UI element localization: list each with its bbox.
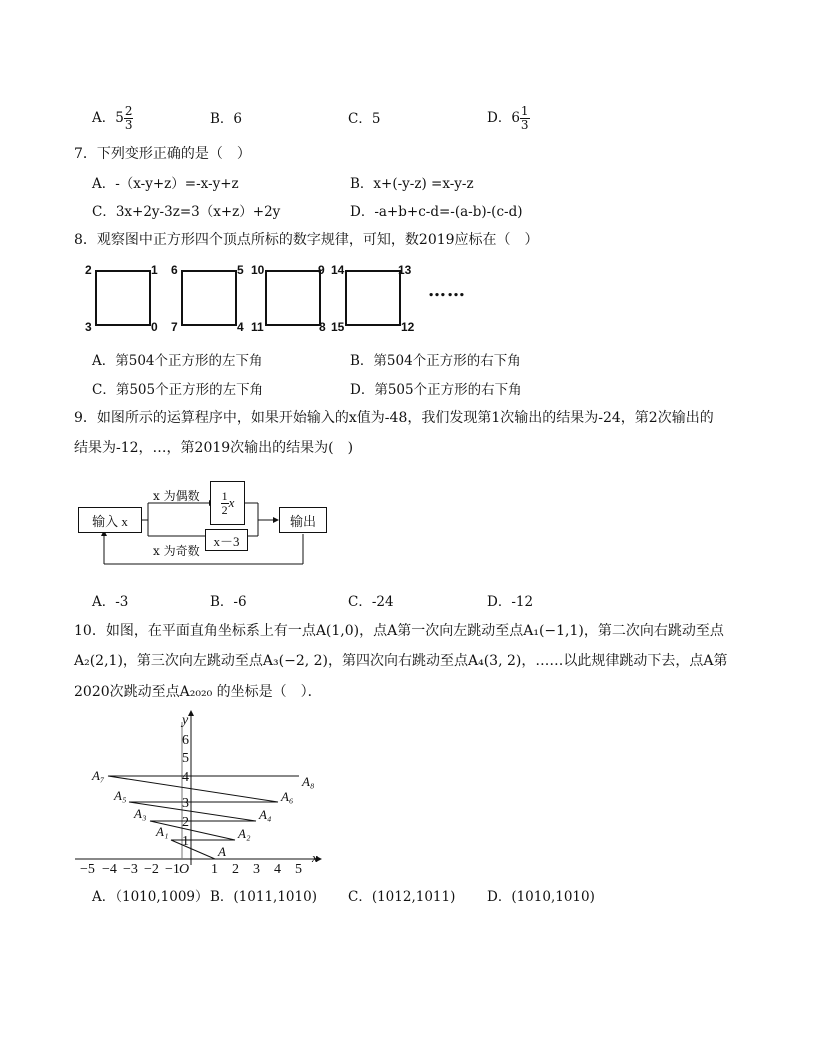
q9-option-b: B．-6 (210, 594, 247, 610)
vertex-label: 13 (398, 263, 412, 277)
q8-option-b: B．第504个正方形的右下角 (350, 353, 521, 369)
x-tick: −5 (80, 862, 95, 877)
vertex-label: 4 (237, 320, 244, 334)
minus-3-box: x－3 (205, 529, 248, 551)
x-tick: 5 (295, 862, 302, 877)
q10-option-b: B．(1011,1010) (210, 889, 317, 905)
q7-option-d: D．-a+b+c-d=-(a-b)-(c-d) (350, 204, 523, 220)
vertex-label: 5 (237, 263, 244, 277)
square-3 (265, 270, 321, 326)
square-2 (181, 270, 237, 326)
q7-stem: 7．下列变形正确的是（ ） (74, 146, 251, 162)
vertex-label: 11 (251, 320, 264, 334)
vertex-label: 3 (85, 320, 92, 334)
x-tick: −2 (144, 862, 159, 877)
point-label: A₂ (238, 826, 251, 841)
y-axis-label: y (182, 713, 189, 728)
q9-option-a: A．-3 (92, 594, 129, 610)
x-tick: −4 (102, 862, 117, 877)
fraction: $\frac{1}{3}$ (520, 104, 529, 132)
q10-stem-line3: 2020次跳动至点A₂₀₂₀ 的坐标是（ ）． (74, 684, 322, 700)
q9-stem-line1: 9．如图所示的运算程序中，如果开始输入的x值为-48，我们发现第1次输出的结果为-24，第2次输出的 (74, 410, 714, 426)
y-tick: 4 (182, 770, 189, 785)
vertex-label: 7 (171, 320, 178, 334)
x-tick: −1 (165, 862, 180, 877)
x-tick: 4 (274, 862, 281, 877)
y-tick: 3 (182, 796, 189, 811)
q10-option-c: C．(1012,1011) (348, 889, 456, 905)
square-1 (95, 270, 151, 326)
q10-option-a: A．（1010,1009） (92, 889, 209, 905)
y-tick: 5 (182, 751, 189, 766)
point-label: A₁ (156, 824, 169, 839)
even-label: x 为偶数 (153, 489, 200, 503)
q7-option-a: A．-（x-y+z）=-x-y+z (92, 176, 239, 192)
vertex-label: 12 (401, 320, 415, 334)
q8-option-d: D．第505个正方形的右下角 (350, 382, 522, 398)
q6-option-a: A．5 $\frac{2}{3}$ (92, 104, 133, 132)
origin-label: O (179, 862, 190, 877)
q7-option-b: B．x+(-y-z) =x-y-z (350, 176, 474, 192)
vertex-label: 10 (251, 263, 265, 277)
y-tick: 1 (182, 834, 189, 849)
q8-option-c: C．第505个正方形的左下角 (92, 382, 264, 398)
point-label: A₄ (259, 807, 272, 822)
point-label: A (218, 844, 226, 859)
q10-stem-line1: 10．如图，在平面直角坐标系上有一点A(1,0)，点A第一次向左跳动至点A₁(−1,1)，第二次向右跳动至点 (74, 623, 724, 639)
y-tick: 2 (182, 815, 189, 830)
vertex-label: 1 (151, 263, 158, 277)
vertex-label: 8 (319, 320, 326, 334)
point-label: A₃ (134, 806, 147, 821)
output-box: 输出 (279, 507, 327, 533)
q9-stem-line2: 结果为-12，…，第2019次输出的结果为( ) (74, 440, 354, 456)
q6-option-d: D．6 $\frac{1}{3}$ (487, 104, 529, 132)
q8-stem: 8．观察图中正方形四个顶点所标的数字规律，可知，数2019应标在（ ） (74, 232, 539, 248)
fraction: $\frac{2}{3}$ (124, 104, 133, 132)
q8-option-a: A．第504个正方形的左下角 (92, 353, 263, 369)
q6-option-c: C．5 (348, 111, 381, 127)
square-4 (345, 270, 401, 326)
x-axis-label: x (312, 850, 318, 865)
x-tick: 2 (232, 862, 239, 877)
point-label: A₆ (281, 789, 294, 804)
point-label: A₈ (302, 774, 315, 789)
vertex-label: 6 (171, 263, 178, 277)
q10-option-d: D．(1010,1010) (487, 889, 595, 905)
ellipsis: …… (428, 280, 466, 301)
point-label: A₇ (92, 768, 105, 783)
x-tick: 1 (211, 862, 218, 877)
q10-coordinate-graph (70, 708, 330, 877)
odd-label: x 为奇数 (153, 544, 200, 558)
q9-option-c: C．-24 (348, 594, 394, 610)
x-tick: 3 (253, 862, 260, 877)
vertex-label: 9 (318, 263, 325, 277)
vertex-label: 0 (151, 320, 158, 334)
q6-option-b: B．6 (210, 111, 243, 127)
y-tick: 6 (182, 733, 189, 748)
fraction: $\frac{1}{2}$ (221, 488, 228, 517)
vertex-label: 14 (331, 263, 345, 277)
q9-option-d: D．-12 (487, 594, 534, 610)
half-x-box: $\frac{1}{2}$ x (210, 481, 245, 525)
input-box: 输入 x (78, 507, 142, 533)
point-label: A₅ (114, 788, 127, 803)
q10-stem-line2: A₂(2,1)，第三次向左跳动至点A₃(−2, 2)，第四次向右跳动至点A₄(3, 2)，……以此规律跳动下去，点A第 (74, 653, 728, 669)
q7-option-c: C．3x+2y-3z=3（x+z）+2y (92, 204, 281, 220)
vertex-label: 15 (331, 320, 345, 334)
vertex-label: 2 (85, 263, 92, 277)
x-tick: −3 (123, 862, 138, 877)
